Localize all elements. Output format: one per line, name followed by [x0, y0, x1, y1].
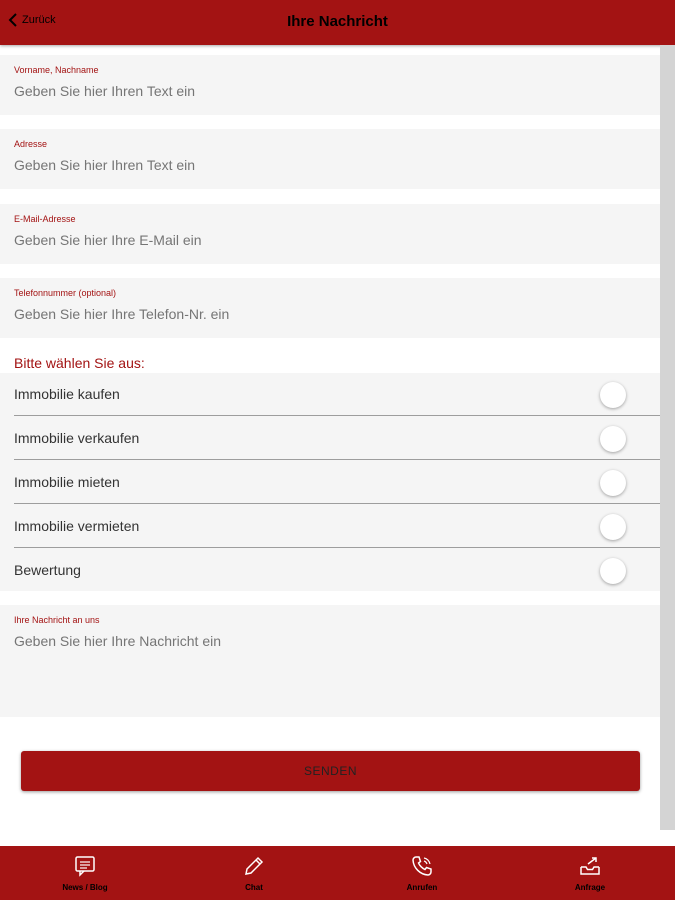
page-title: Ihre Nachricht [287, 13, 388, 30]
radio-toggle[interactable] [600, 382, 626, 408]
nav-label: Anrufen [406, 883, 438, 892]
option-sell[interactable] [0, 417, 660, 460]
app-header [0, 0, 675, 45]
option-label: Immobilie kaufen [14, 386, 120, 402]
nav-label: News / Blog [62, 883, 108, 892]
option-label: Immobilie verkaufen [14, 430, 140, 446]
nav-item-chat[interactable] [194, 846, 314, 900]
radio-toggle[interactable] [600, 558, 626, 584]
email-label: E-Mail-Adresse [14, 214, 76, 224]
inbox-icon [578, 854, 602, 878]
option-let[interactable] [0, 505, 660, 548]
message-input[interactable] [14, 633, 614, 649]
phone-input[interactable] [14, 306, 614, 322]
phone-field [0, 278, 660, 338]
option-valuation[interactable] [0, 549, 660, 592]
divider [14, 547, 660, 548]
divider [14, 503, 660, 504]
radio-toggle[interactable] [600, 514, 626, 540]
nav-item-news[interactable] [25, 846, 145, 900]
address-label: Adresse [14, 139, 48, 149]
pencil-icon [242, 854, 266, 878]
radio-toggle[interactable] [600, 470, 626, 496]
name-field [0, 55, 660, 115]
message-field [0, 605, 660, 717]
nav-item-request[interactable] [530, 846, 650, 900]
choose-label: Bitte wählen Sie aus: [14, 355, 145, 371]
option-label: Bewertung [14, 562, 81, 578]
message-label: Ihre Nachricht an uns [14, 615, 100, 625]
address-input[interactable] [14, 157, 614, 173]
name-input[interactable] [14, 83, 614, 99]
option-label: Immobilie mieten [14, 474, 120, 490]
phone-icon [410, 854, 434, 878]
radio-toggle[interactable] [600, 426, 626, 452]
nav-label: Chat [245, 883, 263, 892]
news-icon [73, 854, 97, 878]
option-label: Immobilie vermieten [14, 518, 140, 534]
scrollbar[interactable] [660, 45, 675, 830]
divider [14, 459, 660, 460]
bottom-nav [0, 846, 675, 900]
phone-label: Telefonnummer (optional) [14, 288, 117, 298]
back-label: Zurück [22, 14, 56, 26]
nav-label: Anfrage [574, 883, 606, 892]
divider [14, 415, 660, 416]
send-button[interactable]: SENDEN [21, 751, 640, 791]
email-input[interactable] [14, 232, 614, 248]
options-list [0, 373, 660, 591]
email-field [0, 204, 660, 264]
name-label: Vorname, Nachname [14, 65, 99, 75]
option-buy[interactable] [0, 373, 660, 416]
address-field [0, 129, 660, 189]
option-rent[interactable] [0, 461, 660, 504]
nav-item-call[interactable] [362, 846, 482, 900]
